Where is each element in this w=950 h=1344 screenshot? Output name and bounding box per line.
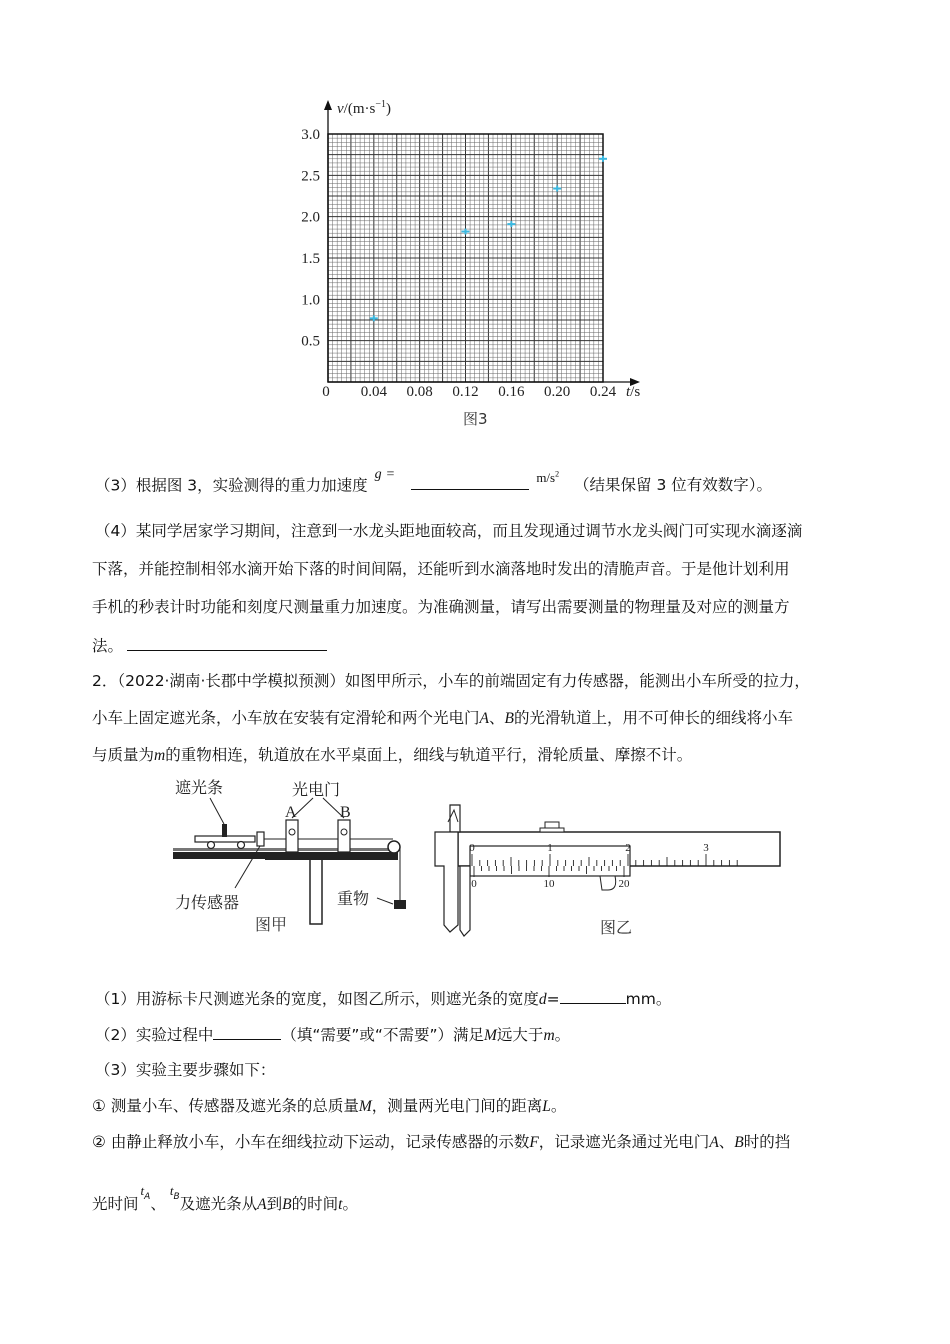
p2-line2-a: 小车上固定遮光条，小车放在安装有定滑轮和两个光电门: [92, 709, 480, 727]
vt-chart: [290, 95, 660, 435]
d-answer-blank[interactable]: [560, 987, 626, 1004]
label-shading-strip: 遮光条: [175, 778, 224, 797]
step1-line: [92, 1095, 566, 1118]
p2-line2-b: 的光滑轨道上，用不可伸长的细线将小车: [513, 709, 793, 727]
to: 到: [266, 1195, 283, 1213]
g-eq: =: [386, 467, 395, 483]
table-leg: [310, 859, 322, 924]
q2-1-line: [95, 987, 671, 1011]
x-tick-label: 0.08: [406, 384, 433, 400]
y-tick-label: 0.5: [301, 333, 320, 350]
label-weight: 重物: [337, 889, 370, 908]
cart-wheel: [238, 842, 245, 849]
figure-jia: [165, 770, 425, 940]
x-tick-labels: [322, 384, 616, 400]
cart-wheel: [208, 842, 215, 849]
step2-text-a: ② 由静止释放小车，小车在细线拉动下运动，记录传感器的示数: [92, 1133, 530, 1151]
sliding-jaw: [460, 866, 470, 936]
weight: [394, 900, 406, 909]
chart-axes: [324, 100, 640, 386]
x-tick-label: 0.16: [498, 384, 525, 400]
q2-2-text-c: 远大于: [496, 1026, 544, 1044]
label-photogate: 光电门: [292, 780, 341, 799]
sep: 、: [150, 1195, 166, 1213]
step1-text-b: ，测量两光电门间的距离: [371, 1097, 543, 1115]
q3-line: [95, 467, 773, 498]
chart-grid: [328, 134, 603, 382]
q2-2-text-a: （2）实验过程中: [95, 1026, 214, 1044]
p2-line3-a: 与质量为: [92, 746, 155, 764]
sym-L: L: [542, 1098, 551, 1115]
p2-line1: 2．（2022·湖南·长郡中学模拟预测）如图甲所示，小车的前端固定有力传感器，能测出小车所受的拉力，: [92, 672, 810, 690]
q4-answer-blank[interactable]: [127, 634, 327, 651]
main-scale-number: 0: [469, 842, 475, 854]
y-tick-labels: [301, 127, 320, 350]
tB-symbol: $t_B$: [169, 1183, 180, 1203]
figure-yi: [430, 800, 790, 940]
tA-symbol: $t_A$: [140, 1183, 151, 1203]
vernier-scale-number: 0: [471, 878, 477, 890]
sep: 、: [718, 1133, 735, 1151]
y-tick-label: 1.0: [301, 292, 320, 309]
x-tick-label: 0.12: [452, 384, 479, 400]
step2b-line: [92, 1183, 358, 1222]
y-tick-label: 2.0: [301, 209, 320, 226]
step2-text-b: ，记录遮光条通过光电门: [538, 1133, 710, 1151]
x-tick-label: 0.20: [544, 384, 571, 400]
q4-line4-text: 法。: [92, 637, 124, 655]
main-scale-number: 3: [703, 842, 709, 854]
main-scale-number: 2: [625, 842, 631, 854]
q4-line4: [92, 634, 327, 657]
photogate-a: [286, 820, 298, 852]
sym-d: d: [538, 991, 547, 1008]
sensor-box: [257, 832, 264, 846]
need-answer-blank[interactable]: [213, 1023, 281, 1040]
label-gate-a: A: [285, 804, 297, 821]
step2b-text-a: 光时间: [92, 1195, 139, 1213]
vernier-scale-number: 20: [618, 878, 630, 890]
sep: 、: [488, 709, 505, 727]
y-tick-label: 1.5: [301, 251, 320, 267]
sym-B: B: [504, 710, 514, 727]
sym-m: m: [543, 1027, 555, 1044]
x-tick-label: 0: [322, 384, 330, 400]
step2b-text-b: 及遮光条从: [179, 1195, 258, 1213]
sym-A: A: [479, 710, 489, 727]
period: 。: [550, 1097, 567, 1115]
d-unit: mm。: [625, 990, 672, 1008]
label-gate-b: B: [340, 804, 351, 821]
track: [173, 852, 398, 859]
step2-text-c: 时的挡: [743, 1133, 791, 1151]
step2b-text-c: 的时间: [291, 1195, 339, 1213]
sym-A: A: [257, 1196, 267, 1213]
vernier-scale-number: 10: [543, 878, 555, 890]
eq: =: [546, 990, 560, 1008]
q4-line2: 下落，并能控制相邻水滴开始下落的时间间隔，还能听到水滴落地时发出的清脆声音。于是他计划利用: [92, 560, 790, 578]
p2-line3-b: 的重物相连，轨道放在水平桌面上，细线与轨道平行，滑轮质量、摩擦不计。: [165, 746, 693, 764]
q3-prefix: （3）根据图 3，实验测得的重力加速度: [95, 476, 368, 495]
q3-suffix: （结果保留 3 位有效数字）。: [574, 476, 773, 495]
caption-jia: 图甲: [255, 915, 288, 934]
step1-text-a: ① 测量小车、传感器及遮光条的总质量: [92, 1097, 359, 1115]
chart-caption: 图3: [463, 410, 488, 428]
sym-m: m: [154, 747, 166, 764]
y-axis-label: $v/(m\cdot s^{-1})$: [337, 99, 391, 117]
main-scale-number: 1: [547, 842, 553, 854]
sym-A: A: [709, 1134, 719, 1151]
q2-3-line: （3）实验主要步骤如下：: [95, 1061, 276, 1079]
sym-M: M: [358, 1098, 372, 1115]
sym-B: B: [734, 1134, 744, 1151]
y-tick-label: 2.5: [301, 168, 320, 185]
label-force-sensor: 力传感器: [175, 893, 240, 912]
sym-M: M: [484, 1027, 497, 1044]
y-tick-label: 3.0: [301, 127, 320, 143]
q4-line3: 手机的秒表计时功能和刻度尺测量重力加速度。为准确测量，请写出需要测量的物理量及对应的测量方: [92, 598, 790, 616]
period: 。: [342, 1195, 358, 1213]
photogate-b: [338, 820, 350, 852]
caption-yi: 图乙: [600, 918, 633, 937]
period: 。: [554, 1026, 571, 1044]
x-tick-label: 0.04: [360, 384, 387, 400]
x-tick-label: 0.24: [589, 384, 617, 400]
g-symbol: g: [374, 467, 382, 483]
shading-strip-mark: [222, 824, 227, 837]
sym-F: F: [529, 1134, 539, 1151]
fixed-jaw: [435, 832, 458, 932]
q4-line1: （4）某同学居家学习期间，注意到一水龙头距地面较高，而且发现通过调节水龙头阀门可实现水滴逐滴: [95, 522, 803, 540]
g-unit: m/s2: [536, 470, 560, 486]
pulley: [388, 841, 400, 853]
q2-2-line: [95, 1023, 570, 1047]
y-axis-arrow: [324, 100, 332, 110]
sym-B: B: [282, 1196, 292, 1213]
g-answer-blank[interactable]: [411, 473, 529, 490]
step2-line: [92, 1131, 790, 1154]
p2-line2: [92, 707, 793, 730]
sym-t: t: [338, 1196, 343, 1213]
x-axis-label: t/s: [626, 384, 641, 400]
q2-1-text: （1）用游标卡尺测遮光条的宽度，如图乙所示，则遮光条的宽度: [95, 990, 539, 1008]
q2-2-text-b: （填“需要”或“不需要”）满足: [281, 1026, 484, 1044]
p2-line3: [92, 744, 692, 767]
